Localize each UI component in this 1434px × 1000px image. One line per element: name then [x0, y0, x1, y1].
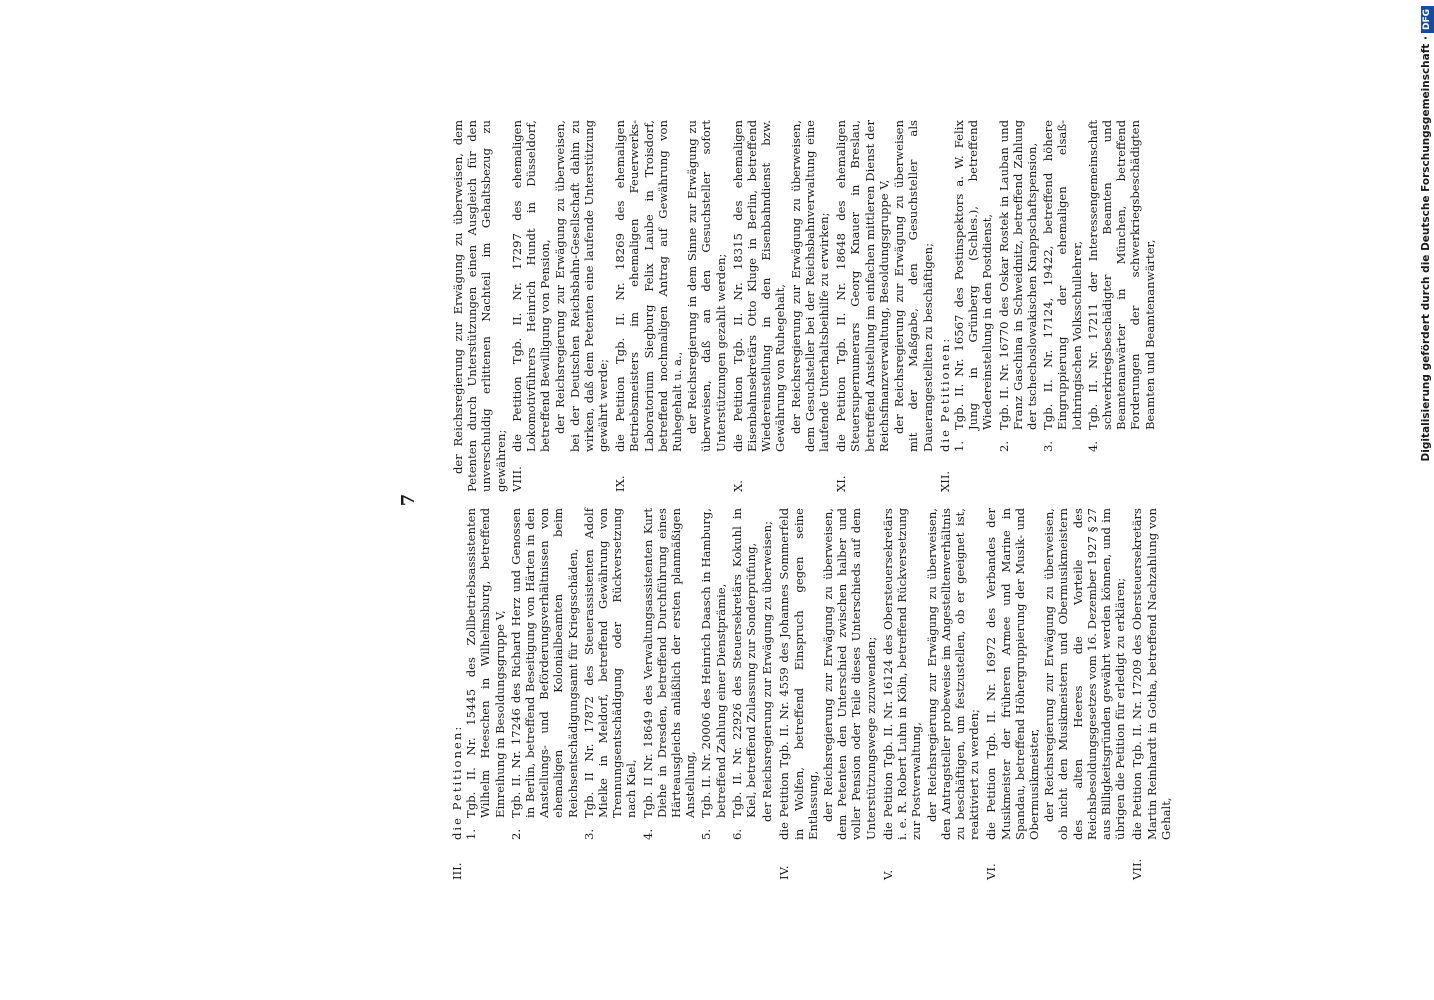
entry-text: Tgb. II. Nr. 17124, 19422, betreffend höhere Eingruppierung der ehemaligen elsaß-lothringischen Volksschullehrer, — [1041, 120, 1084, 430]
petition-text: die Petition Tgb. II. Nr. 16124 des Obersteuersekretärs i. e. R. Robert Luhn in Köln, betreffend Rückversetzung zur Postverwaltung, — [880, 508, 924, 840]
entry-text: Tgb. II. Nr. 17246 des Richard Herz und Genossen in Berlin, betreffend Beseitigung von Härten in den Anstellungs- und Beförderungsverhältnissen von ehemaligen Kolonialbeamten beim Reichsentschädigungsamt für Kriegsschäden, — [508, 508, 580, 818]
petition-group-VI — [984, 508, 1127, 880]
petition-group-VIII — [510, 120, 610, 492]
entry-number: 4. — [640, 828, 655, 840]
petition-text: die Petition Tgb. II. Nr. 18315 des ehemaligen Eisenbahnsekretärs Otto Kluge in Berlin, betreffend Wiedereinstellung in den Eisenbahndienst bzw. Gewährung von Ruhegehalt, — [730, 120, 788, 452]
petition-entry — [952, 120, 995, 452]
digitization-credit — [1418, 6, 1434, 996]
petition-text: die Petition Tgb. II. Nr. 17209 des Obersteuersekretärs Martin Reinhardt in Gotha, betreffend Nachzahlung von Gehalt, — [1130, 508, 1173, 840]
roman-numeral: VI. — [984, 863, 999, 880]
entry-number: 6. — [729, 828, 744, 840]
roman-numeral: X. — [730, 480, 745, 492]
roman-numeral: III. — [450, 862, 464, 880]
entry-text: Tgb. II. Nr. 16567 des Postinspektors a. W. Felix Jung in Grünberg (Schles.), betreffend Wiedereinstellung in den Postdienst, — [951, 120, 995, 430]
roman-numeral: IX. — [613, 475, 628, 492]
left-column — [450, 508, 1176, 880]
resolution-text: der Reichsregierung zur Erwägung zu überweisen mit der Maßgabe, den Gesuchsteller als Dauerangestellten zu beschäftigen; — [892, 120, 935, 452]
roman-numeral: VII. — [1130, 858, 1145, 880]
entry-number: 1. — [951, 440, 966, 452]
petition-entry — [730, 508, 758, 840]
entry-text: Tgb. II. Nr. 17211 der Interessengemeinschaft schwerkriegsbeschädigter Beamten und Beamtenanwärter in München, betreffend Forderungen der schwerkriegsbeschädigten Beamten und Beamtenanwärter, — [1085, 120, 1157, 430]
petition-group-V — [881, 508, 981, 880]
dfg-logo: DFG — [1421, 6, 1434, 33]
roman-numeral: IV. — [777, 865, 792, 880]
entry-text: Tgb. II Nr. 18649 des Verwaltungsassistenten Kurt Diehe in Dresden, betreffend Durchführung eines Härteausgleichs anläßlich der ersten planmäßigen Anstellung, — [640, 508, 698, 818]
petition-group-X — [731, 120, 831, 492]
credit-text: Digitalisierung gefördert durch die Deutsche Forschungsgemeinschaft · — [1420, 36, 1432, 462]
petition-entry — [997, 120, 1040, 452]
document-page-rotated — [398, 120, 1173, 880]
petition-text: die Petition Tgb. II. Nr. 18648 des ehemaligen Steuersupernumerars Georg Knauer in Breslau, betreffend Anstellung im einfachen mittleren Dienst der Reichsfinanzverwaltung, Besoldungsgruppe V, — [834, 120, 891, 452]
roman-numeral: XI. — [834, 475, 849, 492]
petition-group-XI — [834, 120, 934, 492]
entry-number: 4. — [1085, 440, 1100, 452]
petition-text: die Petition Tgb. II. Nr. 4559 des Johannes Sommerfeld in Wolfen, betreffend Einspruch gegen seine Entlassung, — [777, 508, 820, 840]
petition-group-XII — [938, 120, 1157, 492]
entry-number: 3. — [581, 828, 596, 840]
section-intro: die Petitionen: — [450, 724, 464, 840]
resolution-text: der Reichsregierung zur Erwägung zu überweisen, dem Gesuchsteller bei der Reichsbahnverwaltung eine laufende Unterhaltsbeihilfe zu erwirken; — [788, 120, 832, 452]
roman-numeral: XII. — [937, 470, 952, 492]
petition-group-IX — [613, 120, 728, 492]
resolution-text: der Reichsregierung zur Erwägung zu überweisen, dem Petenten den Unterschied zwischen halber und voller Pension oder Teile dieses Unterschieds auf dem Unterstützungswege zuzuwenden; — [821, 508, 878, 840]
resolution-text: der Reichsregierung zur Erwägung zu überweisen, ob nicht den Musikmeistern und Obermusikmeistern des alten Heeres die Vorteile des Reichsbesoldungsgesetzes vom 16. Dezember 1927 § 27 aus Billigkeitsgründen gewährt werden können, und im übrigen die Petition für erledigt zu erklären; — [1042, 508, 1128, 840]
entry-text: Tgb. II. Nr. 22926 des Steuersekretärs Kokuhl in Kiel, betreffend Zulassung zur Sonderprüfung, — [729, 508, 759, 818]
petition-group-III — [450, 508, 774, 880]
petition-entry — [699, 508, 727, 840]
entry-text: Tgb. II. Nr. 20006 des Heinrich Daasch in Hamburg, betreffend Zahlung einer Dienstprämie, — [699, 508, 728, 818]
petition-entry — [464, 508, 507, 840]
petition-entry — [582, 508, 639, 840]
entry-number: 1. — [464, 828, 479, 840]
entry-text: Tgb. II. Nr. 16770 des Oskar Rostek in Lauban und Franz Gaschina in Schweidnitz, betreffend Zahlung der tschechoslowakischen Knappschaftspension, — [996, 120, 1039, 430]
entry-text: Tgb. II Nr. 17872 des Steuerassistenten Adolf Mielke in Meldorf, betreffend Gewährung von Trennungsentschädigung oder Rückversetzung nach Kiel, — [581, 508, 639, 818]
petition-entry — [641, 508, 698, 840]
petition-group-IV — [777, 508, 877, 880]
petition-text: die Petition Tgb. II. Nr. 17297 des ehemaligen Lokomotivführers Heinrich Hundt in Düsseldorf, betreffend Bewilligung von Pension, — [509, 120, 553, 452]
right-column — [450, 120, 1160, 492]
petition-group-VII — [1130, 508, 1173, 880]
entry-number: 2. — [996, 440, 1011, 452]
resolution-text: der Reichsregierung in dem Sinne zur Erwägung zu überweisen, daß an den Gesuchsteller sofort Unterstützungen gezahlt werden; — [685, 120, 728, 452]
resolution-text: der Reichsregierung zur Erwägung zu überweisen, den Antragsteller probeweise im Angestelltenverhältnis zu beschäftigen, um festzustellen, ob er geeignet ist, reaktiviert zu werden; — [924, 508, 982, 840]
entry-number: 2. — [508, 828, 523, 840]
entry-number: 3. — [1041, 440, 1056, 452]
roman-numeral: V. — [880, 869, 895, 880]
roman-numeral: VIII. — [509, 466, 524, 492]
petition-entry — [509, 508, 580, 840]
petition-entry — [1086, 120, 1157, 452]
resolution-text: der Reichsregierung zur Erwägung zu überweisen, bei der Deutschen Reichsbahn-Gesellschaft dahin zu wirken, daß dem Petenten eine laufende Unterstützung gewährt werde; — [553, 120, 611, 452]
section-intro: die Petitionen: — [937, 336, 952, 452]
entry-number: 5. — [699, 828, 714, 840]
petition-text: die Petition Tgb. II. Nr. 16972 des Verbandes der Musikmeister der früheren Armee und Marine in Spandau, betreffend Höhergruppierung der Musik- und Obermusikmeister, — [984, 508, 1041, 840]
petition-entry — [1041, 120, 1084, 452]
petition-text: die Petition Tgb. II. Nr. 18269 des ehemaligen Betriebsmeisters im ehemaligen Feuerwerks-Laboratorium Siegburg Felix Laube in Troisdorf, betreffend nochmaligen Antrag auf Gewährung von Ruhegehalt u. a., — [613, 120, 685, 452]
resolution-text: der Reichsregierung zur Erwägung zu überweisen, dem Petenten durch Unterstützungen einen Ausgleich für den unverschuldig erlittenen Nachteil im Gehaltsbezug zu gewähren; — [451, 120, 508, 492]
page-number: 7 — [398, 493, 419, 507]
entry-text: Tgb. II. Nr. 15445 des Zollbetriebsassistenten Wilhelm Heeschen in Wilhelmsburg, betreffend Einreihung in Besoldungsgruppe V, — [464, 508, 507, 818]
resolution-text: der Reichsregierung zur Erwägung zu überweisen; — [760, 520, 775, 822]
